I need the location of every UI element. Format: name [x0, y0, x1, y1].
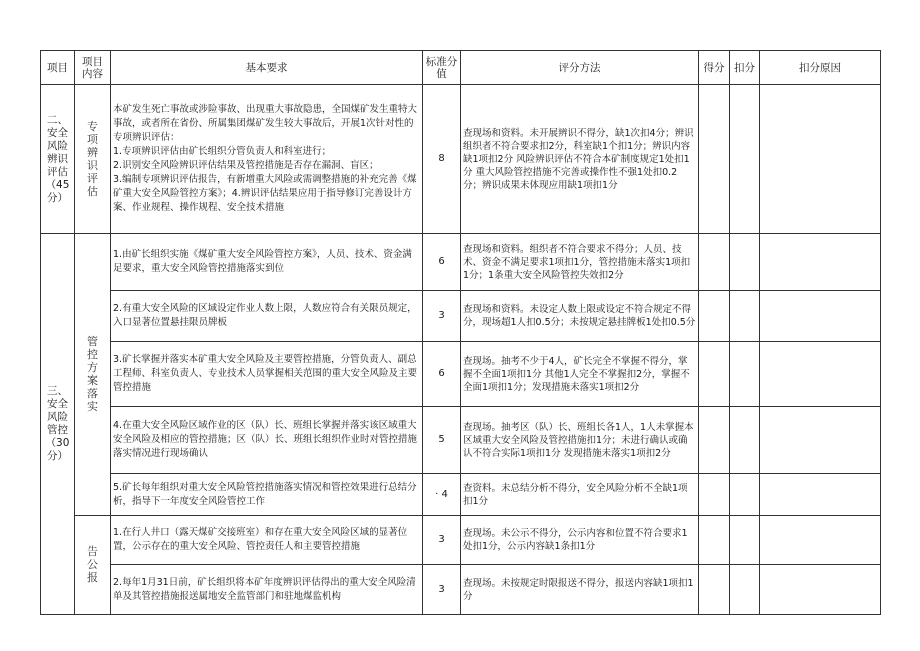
requirement-line: 1.专项辨识评估由矿长组织分管负责人和科室进行；: [113, 146, 332, 157]
method-cell: 查现场。抽考不少于4人，矿长完全不掌握不得分，掌握不全面1项扣1分 其他1人完全不掌握扣2分，掌握不全面1项扣1分；发现措施未落实1项扣2分: [461, 342, 699, 407]
reason-cell[interactable]: [760, 565, 881, 615]
deduct-cell[interactable]: [730, 474, 760, 516]
score-value: 6: [423, 342, 461, 407]
header-item: 项目: [41, 51, 75, 85]
requirement-cell: 4.在重大安全风险区域作业的区（队）长、班组长掌握并落实该区域重大安全风险及相应的管控措施；区（队）长、班组长组织作业时对管控措施落实情况进行现场确认: [111, 407, 423, 474]
requirement-cell: 5.矿长每年组织对重大安全风险管控措施落实情况和管控效果进行总结分析，指导下一年度安全风险管控工作: [111, 474, 423, 516]
category-risk-control: 三、安全风险管控（30分）: [41, 234, 75, 615]
reason-cell[interactable]: [760, 516, 881, 565]
method-cell: 查现场和资料。组织者不符合要求不得分；人员、技术、资金不满足要求1项扣1分，管控措施未落实1项扣1分；1条重大安全风险管控失效扣2分: [461, 234, 699, 291]
earned-cell[interactable]: [699, 474, 730, 516]
table-row: [41, 407, 881, 474]
earned-cell[interactable]: [699, 85, 730, 234]
earned-cell[interactable]: [699, 516, 730, 565]
earned-cell[interactable]: [699, 291, 730, 342]
score-value: 6: [423, 234, 461, 291]
requirement-cell: 2.每年1月31日前，矿长组织将本矿年度辨识评估得出的重大安全风险清单及其管控措施报送属地安全监管部门和驻地煤监机构: [111, 565, 423, 615]
score-value: 8: [423, 85, 461, 234]
header-earned: 得分: [699, 51, 730, 85]
requirement-cell: 3.矿长掌握并落实本矿重大安全风险及主要管控措施，分管负责人、副总工程师、科室负责人、专业技术人员掌握相关范围的重大安全风险及主要管控措施: [111, 342, 423, 407]
requirement-cell: [111, 85, 423, 234]
requirement-line: 3.编制专项辨识评估报告，有新增重大风险或需调整措施的补充完善《煤矿重大安全风险管控方案》；4.辨识评估结果应用于指导修订完善设计方案、作业规程、操作规程、安全技术措施: [113, 174, 417, 213]
requirement-intro: 本矿发生死亡事故或涉险事故、出现重大事故隐患，全国煤矿发生重特大事故，或者所在省份、所属集团煤矿发生较大事故后，开展1次针对性的专项辨识评估：: [113, 104, 418, 143]
table-row: [41, 342, 881, 407]
earned-cell[interactable]: [699, 565, 730, 615]
reason-cell[interactable]: [760, 342, 881, 407]
reason-cell[interactable]: [760, 407, 881, 474]
reason-cell[interactable]: [760, 234, 881, 291]
reason-cell[interactable]: [760, 85, 881, 234]
score-value: 3: [423, 516, 461, 565]
score-value: 3: [423, 291, 461, 342]
earned-cell[interactable]: [699, 342, 730, 407]
table-row: [41, 474, 881, 516]
requirement-cell: 1.由矿长组织实施《煤矿重大安全风险管控方案》，人员、技术、资金满足要求，重大安全风险管控措施落实到位: [111, 234, 423, 291]
deduct-cell[interactable]: [730, 565, 760, 615]
deduct-cell[interactable]: [730, 407, 760, 474]
deduct-cell[interactable]: [730, 516, 760, 565]
scoring-table: [40, 50, 881, 615]
reason-cell[interactable]: [760, 474, 881, 516]
method-cell: 查现场和资料。未开展辨识不得分，缺1次扣4分；辨识组织者不符合要求扣2分，科室缺1个扣1分；辨识内容缺1项扣2分 风险辨识评估不符合本矿制度规定1处扣1分 重大风险管控措施不完善或操作性不强1处扣0.2分；辨识成果未体现应用缺1项扣1分: [461, 85, 699, 234]
requirement-cell: 2.有重大安全风险的区域设定作业人数上限，人数应符合有关限员规定，入口显著位置悬挂限员牌板: [111, 291, 423, 342]
deduct-cell[interactable]: [730, 342, 760, 407]
header-reason: 扣分原因: [760, 51, 881, 85]
method-cell: 查现场。抽考区（队）长、班组长各1人，1人未掌握本区域重大安全风险及管控措施扣1分；未进行确认或确认不符合实际1项扣1分 发现措施未落实1项扣2分: [461, 407, 699, 474]
deduct-cell[interactable]: [730, 234, 760, 291]
method-cell: 查资料。未总结分析不得分，安全风险分析不全缺1项扣1分: [461, 474, 699, 516]
table-row: [41, 516, 881, 565]
method-cell: 查现场。未按规定时限报送不得分，报送内容缺1项扣1分: [461, 565, 699, 615]
requirement-line: 2.识别安全风险辨识评估结果及管控措施是否存在漏洞、盲区；: [113, 160, 379, 171]
category-risk-assessment: 二、安全风险辨识评估（45分）: [41, 85, 75, 234]
table-row: [41, 565, 881, 615]
score-value: 3: [423, 565, 461, 615]
assessment-sheet: [40, 50, 880, 641]
earned-cell[interactable]: [699, 407, 730, 474]
requirement-cell: 1.在行人井口（露天煤矿交接班室）和存在重大安全风险区域的显著位置，公示存在的重大安全风险、管控责任人和主要管控措施: [111, 516, 423, 565]
earned-cell[interactable]: [699, 234, 730, 291]
table-row: [41, 291, 881, 342]
header-score: 标准分值: [423, 51, 461, 85]
score-value: 5: [423, 407, 461, 474]
score-value: · 4: [423, 474, 461, 516]
reason-cell[interactable]: [760, 291, 881, 342]
content-special-assessment: 专项辨识评估: [75, 85, 111, 234]
content-public-notice: 告公报: [75, 516, 111, 615]
content-plan-implementation: 管控方案落实: [75, 234, 111, 516]
table-row: [41, 85, 881, 234]
header-method: 评分方法: [461, 51, 699, 85]
header-requirement: 基本要求: [111, 51, 423, 85]
table-row: [41, 234, 881, 291]
header-content: 项目内容: [75, 51, 111, 85]
deduct-cell[interactable]: [730, 85, 760, 234]
method-cell: 查现场和资料。未设定人数上限或设定不符合规定不得分，现场超1人扣0.5分；未按规定悬挂牌板1处扣0.5分: [461, 291, 699, 342]
header-row: [41, 51, 881, 85]
method-cell: 查现场。未公示不得分，公示内容和位置不符合要求1处扣1分，公示内容缺1条扣1分: [461, 516, 699, 565]
deduct-cell[interactable]: [730, 291, 760, 342]
header-deduct: 扣分: [730, 51, 760, 85]
